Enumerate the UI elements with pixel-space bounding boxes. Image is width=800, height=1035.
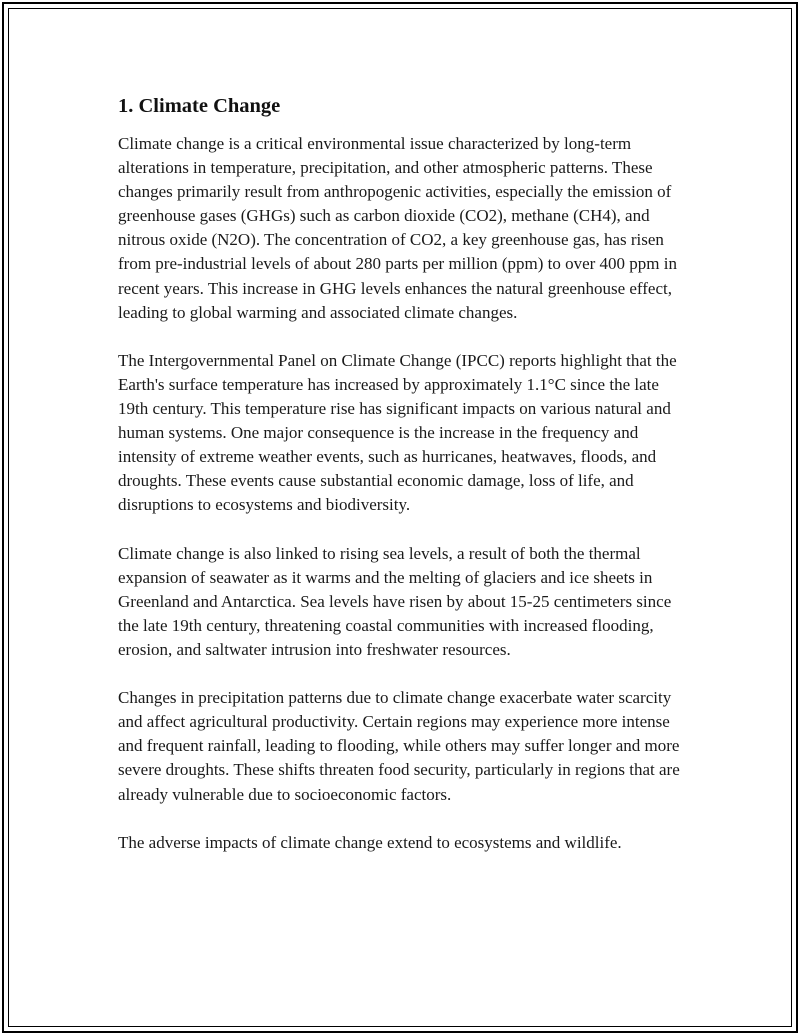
paragraph-4: Changes in precipitation patterns due to climate change exacerbate water scarcity and affect agricultural productivity. Certain regions may experience more intense and frequent rainfall, leading to flooding, while others may suffer longer and more severe droughts. These shifts threaten food security, particularly in regions that are already vulnerable due to socioeconomic factors. xyxy=(118,688,680,804)
paragraph-1: Climate change is a critical environmental issue characterized by long-term alterations in temperature, precipitation, and other atmospheric patterns. These changes primarily result from anthropogenic activities, especially the emission of greenhouse gases (GHGs) such as carbon dioxide (CO2), methane (CH4), and nitrous oxide (N2O). The concentration of CO2, a key greenhouse gas, has risen from pre-industrial levels of about 280 parts per million (ppm) to over 400 ppm in recent years. This increase in GHG levels enhances the natural greenhouse effect, leading to global warming and associated climate changes. xyxy=(118,134,677,322)
paragraph-2: The Intergovernmental Panel on Climate Change (IPCC) reports highlight that the Earth's surface temperature has increased by approximately 1.1°C since the late 19th century. This temperature rise has significant impacts on various natural and human systems. One major consequence is the increase in the frequency and intensity of extreme weather events, such as hurricanes, heatwaves, floods, and droughts. These events cause substantial economic damage, loss of life, and disruptions to ecosystems and biodiversity. xyxy=(118,350,677,515)
paragraph-5: The adverse impacts of climate change extend to ecosystems and wildlife. xyxy=(118,832,622,852)
section-heading: 1. Climate Change xyxy=(118,95,281,117)
paragraph-3: Climate change is also linked to rising sea levels, a result of both the thermal expansion of seawater as it warms and the melting of glaciers and ice sheets in Greenland and Antarctica. Sea levels have risen by about 15-25 centimeters since the late 19th century, threatening coastal communities with increased flooding, erosion, and saltwater intrusion into freshwater resources. xyxy=(118,543,672,659)
document-body xyxy=(118,92,690,855)
